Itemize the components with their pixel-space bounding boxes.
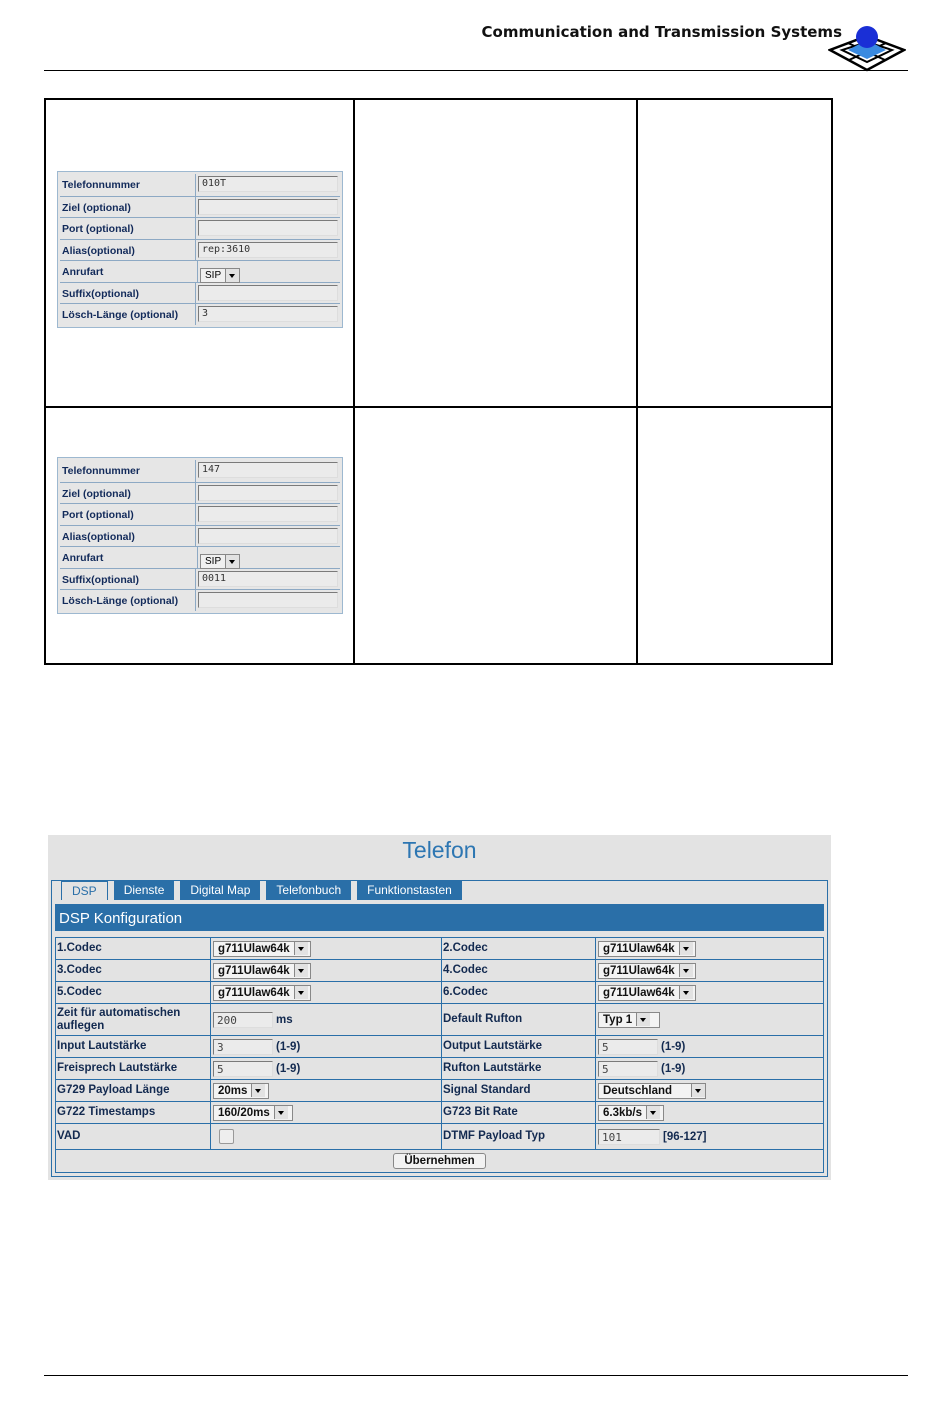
alias-input[interactable] xyxy=(198,528,338,544)
telefon-panel xyxy=(48,835,831,1180)
column-divider xyxy=(636,100,638,663)
output-volume-input[interactable]: 5 xyxy=(598,1039,658,1055)
field-label: Suffix(optional) xyxy=(60,569,196,590)
loesch-laenge-input[interactable]: 3 xyxy=(198,306,338,322)
form-row xyxy=(60,303,340,325)
field-label: Input Lautstärke xyxy=(56,1036,211,1057)
chevron-down-icon[interactable] xyxy=(294,942,308,955)
chevron-down-icon[interactable] xyxy=(225,555,239,568)
chevron-down-icon[interactable] xyxy=(679,964,693,977)
speaker-volume-input[interactable]: 5 xyxy=(213,1061,273,1077)
select-value: 20ms xyxy=(218,1084,248,1097)
range-label: (1-9) xyxy=(276,1040,301,1053)
signal-standard-select[interactable] xyxy=(598,1083,706,1099)
suffix-input[interactable]: 0011 xyxy=(198,571,338,587)
ringtone-volume-input[interactable]: 5 xyxy=(598,1061,658,1077)
chevron-down-icon[interactable] xyxy=(646,1106,660,1119)
codec-1-select[interactable] xyxy=(213,941,311,957)
field-label: VAD xyxy=(56,1124,211,1149)
form-row xyxy=(60,568,340,590)
range-label: (1-9) xyxy=(661,1040,686,1053)
company-logo-icon xyxy=(828,22,906,74)
ziel-input[interactable] xyxy=(198,199,338,215)
chevron-down-icon[interactable] xyxy=(636,1013,650,1026)
select-value: g711Ulaw64k xyxy=(603,964,675,977)
auto-hangup-input[interactable]: 200 xyxy=(213,1012,273,1028)
field-label: 6.Codec xyxy=(442,982,596,1003)
form-row xyxy=(60,282,340,304)
field-label: Alias(optional) xyxy=(60,526,196,547)
row-divider xyxy=(46,406,831,408)
table-row xyxy=(56,1124,823,1150)
section-title: DSP Konfiguration xyxy=(55,904,824,931)
table-row xyxy=(56,1004,823,1036)
range-label: [96-127] xyxy=(663,1130,707,1143)
anrufart-select[interactable] xyxy=(200,268,240,283)
dial-rule-form-1 xyxy=(57,171,343,328)
form-row xyxy=(60,239,340,261)
field-label: G723 Bit Rate xyxy=(442,1102,596,1123)
field-label: G729 Payload Länge xyxy=(56,1080,211,1101)
field-label: DTMF Payload Typ xyxy=(442,1124,596,1149)
field-label: Telefonnummer xyxy=(60,460,196,482)
chevron-down-icon[interactable] xyxy=(251,1084,265,1097)
chevron-down-icon[interactable] xyxy=(274,1106,288,1119)
table-row xyxy=(56,1036,823,1058)
field-label: 5.Codec xyxy=(56,982,211,1003)
ziel-input[interactable] xyxy=(198,485,338,501)
codec-5-select[interactable] xyxy=(213,985,311,1001)
field-label: Ziel (optional) xyxy=(60,483,196,504)
chevron-down-icon[interactable] xyxy=(225,269,239,282)
panel-body xyxy=(51,880,828,1177)
tab-bar xyxy=(61,881,468,900)
field-label: Lösch-Länge (optional) xyxy=(60,590,196,611)
field-label: G722 Timestamps xyxy=(56,1102,211,1123)
dial-rule-form-2 xyxy=(57,457,343,614)
form-row xyxy=(60,525,340,547)
tab-funktionstasten[interactable]: Funktionstasten xyxy=(357,881,462,900)
form-row xyxy=(60,482,340,504)
form-row xyxy=(60,460,340,482)
port-input[interactable] xyxy=(198,506,338,522)
document-table xyxy=(44,98,833,665)
telefonnummer-input[interactable]: 147 xyxy=(198,462,338,478)
suffix-input[interactable] xyxy=(198,285,338,301)
table-row xyxy=(56,1058,823,1080)
select-value: g711Ulaw64k xyxy=(603,986,675,999)
field-label: Default Rufton xyxy=(442,1004,596,1035)
field-label: Anrufart xyxy=(60,547,198,568)
form-row xyxy=(60,589,340,611)
chevron-down-icon[interactable] xyxy=(679,942,693,955)
field-label: Telefonnummer xyxy=(60,174,196,196)
input-volume-input[interactable]: 3 xyxy=(213,1039,273,1055)
table-row xyxy=(56,1102,823,1124)
field-label: Ziel (optional) xyxy=(60,197,196,218)
select-value: g711Ulaw64k xyxy=(218,942,290,955)
field-label: Output Lautstärke xyxy=(442,1036,596,1057)
chevron-down-icon[interactable] xyxy=(691,1084,705,1097)
form-row xyxy=(60,546,340,568)
select-value: Typ 1 xyxy=(603,1013,633,1026)
table-row xyxy=(56,938,823,960)
select-value: SIP xyxy=(205,270,222,281)
loesch-laenge-input[interactable] xyxy=(198,592,338,608)
tab-digital-map[interactable]: Digital Map xyxy=(180,881,260,900)
select-value: 6.3kb/s xyxy=(603,1106,642,1119)
chevron-down-icon[interactable] xyxy=(294,986,308,999)
form-row xyxy=(60,196,340,218)
select-value: g711Ulaw64k xyxy=(218,964,290,977)
g723-bitrate-select[interactable] xyxy=(598,1105,664,1121)
header-title: Communication and Transmission Systems xyxy=(481,23,842,41)
g722-timestamps-select[interactable] xyxy=(213,1105,293,1121)
column-divider xyxy=(353,100,355,663)
dtmf-payload-input[interactable]: 101 xyxy=(598,1129,660,1145)
g729-payload-select[interactable] xyxy=(213,1083,269,1099)
field-label: 1.Codec xyxy=(56,938,211,959)
unit-label: ms xyxy=(276,1013,293,1026)
dsp-config-table xyxy=(55,937,824,1173)
chevron-down-icon[interactable] xyxy=(679,986,693,999)
table-row xyxy=(56,960,823,982)
codec-4-select[interactable] xyxy=(598,963,696,979)
codec-2-select[interactable] xyxy=(598,941,696,957)
header-rule xyxy=(44,70,908,71)
field-label: 3.Codec xyxy=(56,960,211,981)
vad-checkbox[interactable] xyxy=(219,1129,234,1144)
field-label: 2.Codec xyxy=(442,938,596,959)
field-label: Port (optional) xyxy=(60,504,196,525)
alias-input[interactable]: rep:3610 xyxy=(198,242,338,258)
panel-title: Telefon xyxy=(402,837,477,863)
field-label: 4.Codec xyxy=(442,960,596,981)
field-label: Anrufart xyxy=(60,261,198,282)
field-label: Suffix(optional) xyxy=(60,283,196,304)
chevron-down-icon[interactable] xyxy=(294,964,308,977)
apply-button[interactable]: Übernehmen xyxy=(393,1153,485,1169)
anrufart-select[interactable] xyxy=(200,554,240,569)
field-label: Rufton Lautstärke xyxy=(442,1058,596,1079)
port-input[interactable] xyxy=(198,220,338,236)
form-row xyxy=(60,503,340,525)
telefonnummer-input[interactable]: 010T xyxy=(198,176,338,192)
table-row xyxy=(56,982,823,1004)
form-row xyxy=(60,217,340,239)
table-row xyxy=(56,1150,823,1172)
range-label: (1-9) xyxy=(276,1062,301,1075)
select-value: SIP xyxy=(205,556,222,567)
select-value: 160/20ms xyxy=(218,1106,270,1119)
form-row xyxy=(60,174,340,196)
field-label: Lösch-Länge (optional) xyxy=(60,304,196,325)
tab-dienste[interactable]: Dienste xyxy=(114,881,175,900)
field-label: Port (optional) xyxy=(60,218,196,239)
range-label: (1-9) xyxy=(661,1062,686,1075)
footer-rule xyxy=(44,1375,908,1376)
default-rufton-select[interactable] xyxy=(598,1012,660,1028)
tab-dsp[interactable]: DSP xyxy=(61,881,108,900)
select-value: Deutschland xyxy=(603,1084,673,1097)
select-value: g711Ulaw64k xyxy=(603,942,675,955)
form-row xyxy=(60,260,340,282)
field-label: Zeit für automatischen auflegen xyxy=(56,1004,211,1035)
tab-telefonbuch[interactable]: Telefonbuch xyxy=(266,881,351,900)
codec-3-select[interactable] xyxy=(213,963,311,979)
codec-6-select[interactable] xyxy=(598,985,696,1001)
table-row xyxy=(56,1080,823,1102)
field-label: Signal Standard xyxy=(442,1080,596,1101)
select-value: g711Ulaw64k xyxy=(218,986,290,999)
field-label: Alias(optional) xyxy=(60,240,196,261)
field-label: Freisprech Lautstärke xyxy=(56,1058,211,1079)
